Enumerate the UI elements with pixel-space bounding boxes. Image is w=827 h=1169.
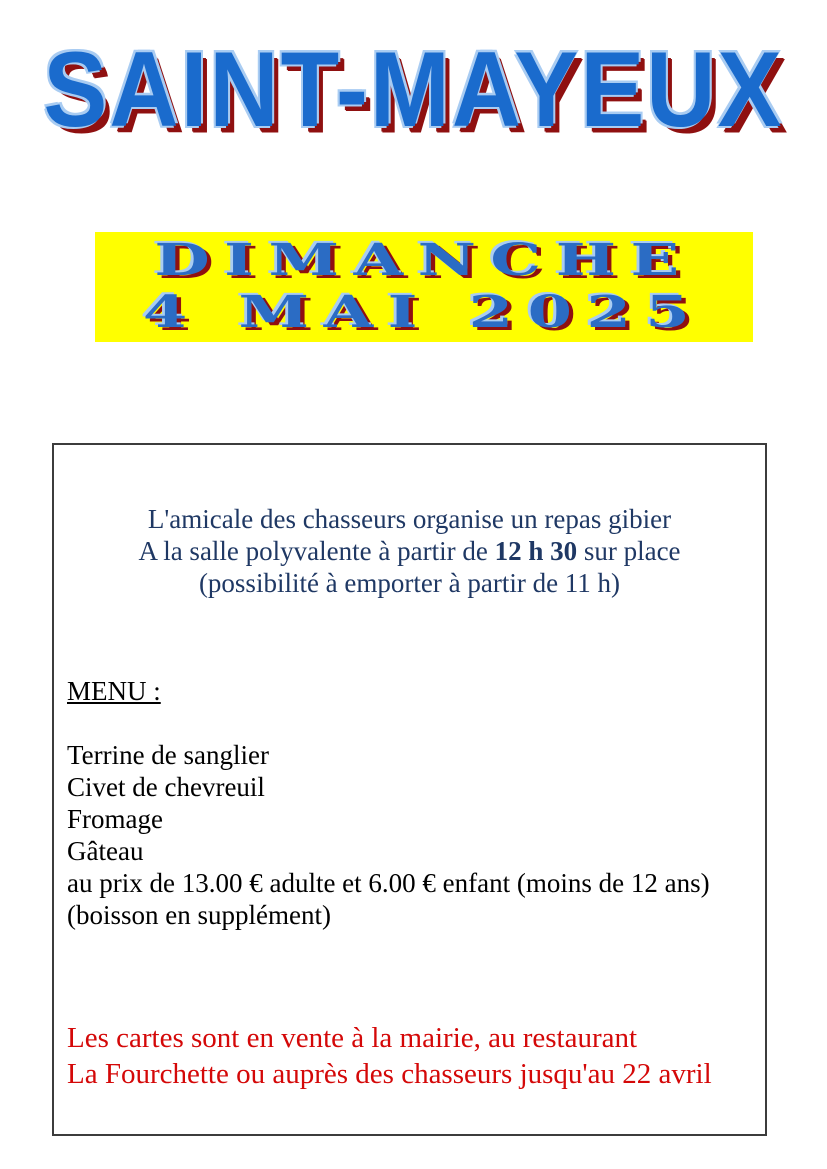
intro-line-2-prefix: A la salle polyvalente à partir de bbox=[138, 536, 495, 566]
intro-line-2 bbox=[67, 535, 752, 567]
intro-line-2-suffix: sur place bbox=[577, 536, 681, 566]
sale-info-line-1: Les cartes sont en vente à la mairie, au restaurant bbox=[67, 1022, 638, 1054]
menu-price-line: au prix de 13.00 € adulte et 6.00 € enfant (moins de 12 ans) bbox=[67, 868, 710, 898]
event-date-banner bbox=[95, 232, 753, 342]
intro-line-2-time: 12 h 30 bbox=[494, 536, 578, 566]
ticket-sale-info bbox=[67, 1020, 752, 1092]
notice-box bbox=[52, 443, 767, 1136]
menu-item-terrine: Terrine de sanglier bbox=[67, 740, 270, 770]
banner-day: DIMANCHE bbox=[154, 234, 694, 286]
sale-info-line-2: La Fourchette ou auprès des chasseurs jusqu'au 22 avril bbox=[67, 1058, 712, 1090]
menu-item-civet: Civet de chevreuil bbox=[67, 772, 265, 802]
menu-heading bbox=[67, 675, 752, 707]
menu-items bbox=[67, 739, 752, 931]
intro-paragraph bbox=[67, 503, 752, 599]
intro-line-1: L'amicale des chasseurs organise un repas gibier bbox=[147, 504, 672, 534]
intro-line-3: (possibilité à emporter à partir de 11 h) bbox=[198, 568, 621, 598]
menu-drinks-note: (boisson en supplément) bbox=[67, 900, 331, 930]
town-title: SAINT-MAYEUX bbox=[43, 28, 784, 149]
menu-item-gateau: Gâteau bbox=[67, 836, 144, 866]
menu-item-fromage: Fromage bbox=[67, 804, 163, 834]
banner-date: 4 MAI 2025 bbox=[143, 287, 705, 339]
menu-heading-label: MENU : bbox=[67, 676, 161, 706]
